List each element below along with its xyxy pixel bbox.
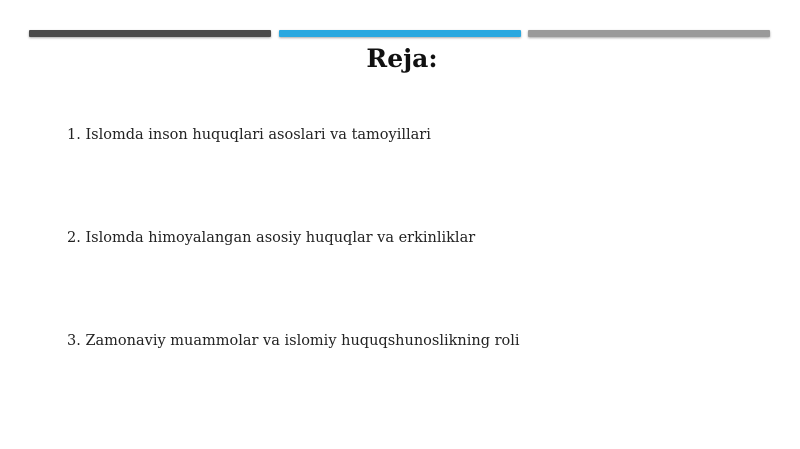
plan-item-2: 2. Islomda himoyalangan asosiy huquqlar va erkinliklar (67, 230, 476, 246)
accent-bar-blue (279, 30, 521, 37)
plan-item-3: 3. Zamonaviy muammolar va islomiy huquqshunoslikning roli (67, 333, 520, 349)
accent-bar-light (528, 30, 770, 37)
slide-title: Reja: (366, 44, 438, 73)
plan-item-1: 1. Islomda inson huquqlari asoslari va tamoyillari (67, 127, 431, 143)
accent-bar-dark (29, 30, 271, 37)
